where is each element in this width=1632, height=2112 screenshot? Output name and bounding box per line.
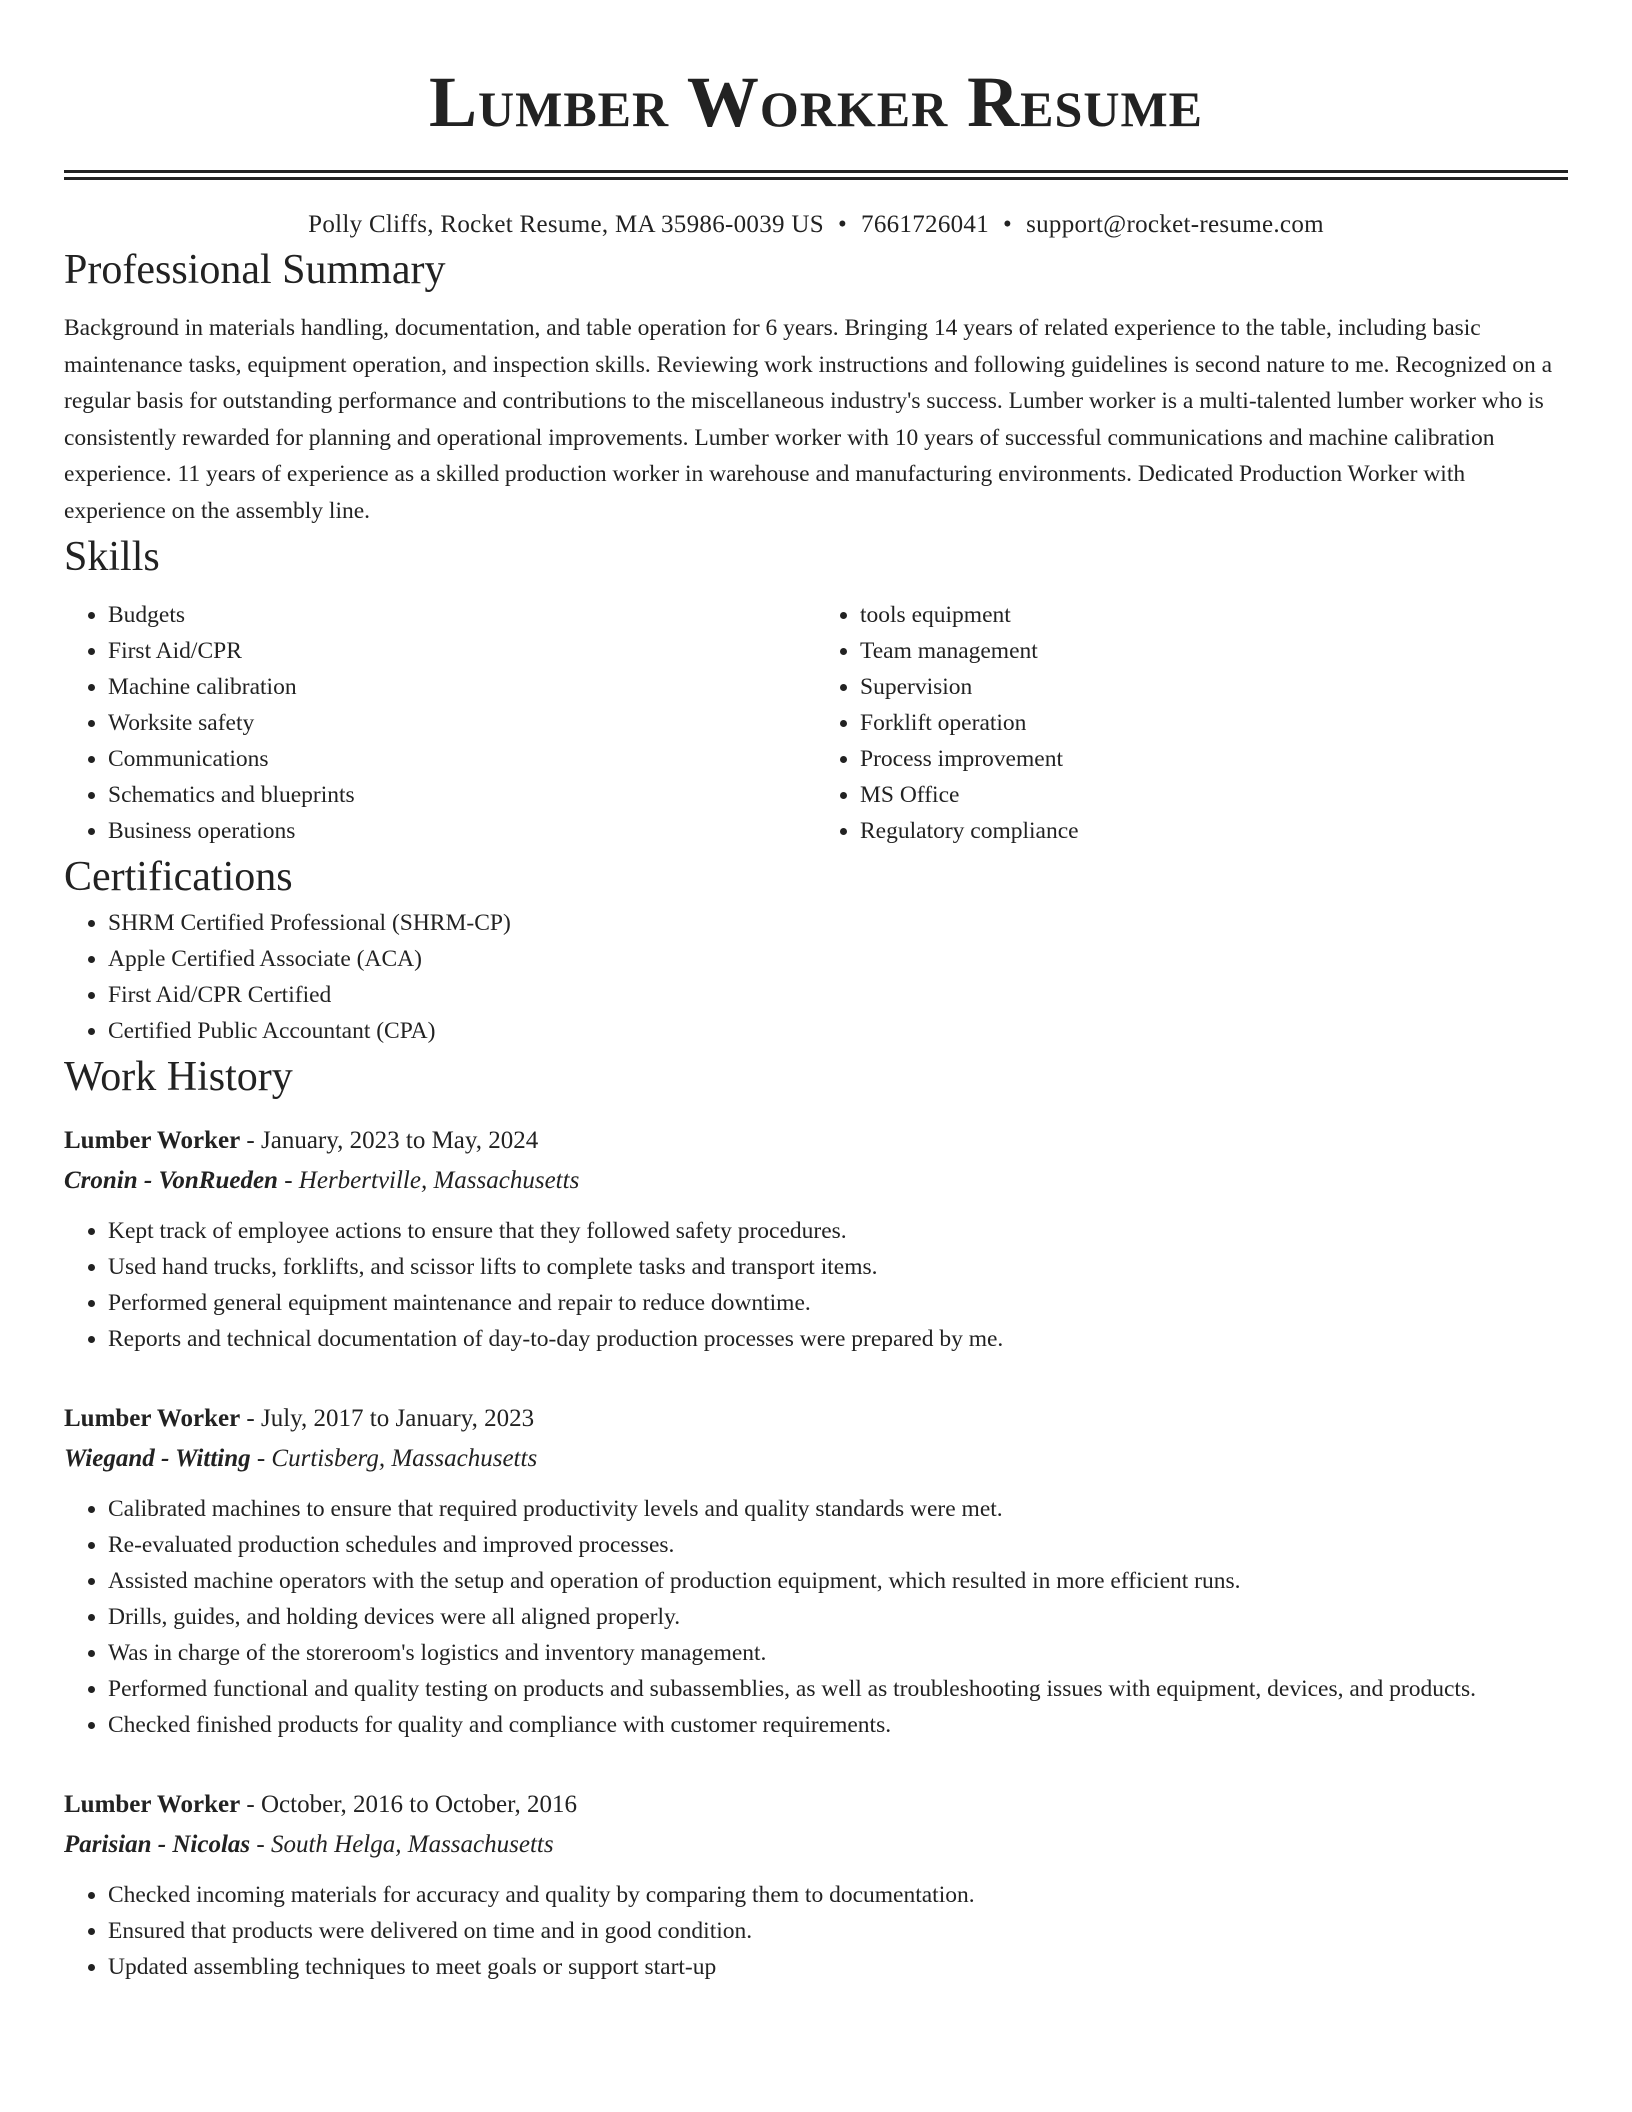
job-duty: • Checked incoming materials for accuracy and quality by comparing them to documentation. — [108, 1877, 1568, 1913]
certifications-list — [64, 905, 1568, 1049]
job-duty: • Ensured that products were delivered on time and in good condition. — [108, 1913, 1568, 1949]
contact-separator: • — [1003, 211, 1013, 238]
company-location: - Herbertville, Massachusetts — [277, 1167, 580, 1194]
skill-item: • tools equipment — [860, 597, 1568, 633]
job-title-line — [64, 1121, 1568, 1161]
company-line — [64, 1439, 1568, 1479]
job-duty: • Re-evaluated production schedules and improved processes. — [108, 1527, 1568, 1563]
job-title-line — [64, 1399, 1568, 1439]
section-heading-summary: Professional Summary — [64, 247, 446, 293]
job-dates: - January, 2023 to May, 2024 — [240, 1127, 539, 1154]
certification-item: • SHRM Certified Professional (SHRM-CP) — [108, 905, 1568, 941]
job-title: Lumber Worker — [64, 1405, 241, 1432]
job-duty: • Performed general equipment maintenance and repair to reduce downtime. — [108, 1285, 1568, 1321]
contact-email: support@rocket-resume.com — [1026, 211, 1324, 238]
skill-item: • Worksite safety — [108, 705, 816, 741]
job-entry — [64, 1785, 1568, 1985]
company-line — [64, 1825, 1568, 1865]
job-duty: • Was in charge of the storeroom's logistics and inventory management. — [108, 1635, 1568, 1671]
job-duty: • Checked finished products for quality and compliance with customer requirements. — [108, 1707, 1568, 1743]
job-duty: • Updated assembling techniques to meet goals or support start-up — [108, 1949, 1568, 1985]
certification-item: • Apple Certified Associate (ACA) — [108, 941, 1568, 977]
skill-item: • Forklift operation — [860, 705, 1568, 741]
company-name: Cronin - VonRueden — [64, 1167, 278, 1194]
resume-page — [64, 0, 1568, 1985]
skill-item: • Machine calibration — [108, 669, 816, 705]
contact-phone: 7661726041 — [861, 211, 990, 238]
skill-item: • Team management — [860, 633, 1568, 669]
certification-item: • First Aid/CPR Certified — [108, 977, 1568, 1013]
job-dates: - July, 2017 to January, 2023 — [240, 1405, 535, 1432]
job-duty: • Drills, guides, and holding devices were all aligned properly. — [108, 1599, 1568, 1635]
job-title: Lumber Worker — [64, 1127, 241, 1154]
skills-list-right — [816, 597, 1568, 849]
contact-address: Polly Cliffs, Rocket Resume, MA 35986-0039 US — [308, 211, 824, 238]
job-duty: • Performed functional and quality testing on products and subassemblies, as well as troubleshooting issues with equipment, devices, and products. — [108, 1671, 1568, 1707]
job-duty: • Assisted machine operators with the setup and operation of production equipment, which resulted in more efficient runs. — [108, 1563, 1568, 1599]
job-entry — [64, 1399, 1568, 1743]
job-entry — [64, 1121, 1568, 1357]
skill-item: • First Aid/CPR — [108, 633, 816, 669]
job-dates: - October, 2016 to October, 2016 — [240, 1791, 577, 1818]
company-name: Wiegand - Witting — [64, 1445, 251, 1472]
job-title: Lumber Worker — [64, 1791, 241, 1818]
job-duties-list — [64, 1491, 1568, 1743]
job-duty: • Reports and technical documentation of day-to-day production processes were prepared by me. — [108, 1321, 1568, 1357]
skill-item: • Schematics and blueprints — [108, 777, 816, 813]
summary-text: Background in materials handling, documentation, and table operation for 6 years. Bringing 14 years of related experience to the table, including basic maintenance tasks, equipment operation, and inspection skills. Reviewing work instructions and following guidelines is second nature to me. Recognized on a regular basis for outstanding performance and contributions to the miscellaneous industry's success. Lumber worker is a multi-talented lumber worker who is consistently rewarded for planning and operational improvements. Lumber worker with 10 years of successful communications and machine calibration experience. 11 years of experience as a skilled production worker in warehouse and manufacturing environments. Dedicated Production Worker with experience on the assembly line. — [64, 315, 1553, 524]
skill-item: • MS Office — [860, 777, 1568, 813]
resume-title: Lumber Worker Resume — [429, 62, 1203, 142]
company-name: Parisian - Nicolas — [64, 1831, 251, 1858]
job-duty: • Calibrated machines to ensure that required productivity levels and quality standards were met. — [108, 1491, 1568, 1527]
skill-item: • Budgets — [108, 597, 816, 633]
section-heading-skills: Skills — [64, 534, 160, 580]
job-duty: • Kept track of employee actions to ensure that they followed safety procedures. — [108, 1213, 1568, 1249]
skill-item: • Process improvement — [860, 741, 1568, 777]
skills-list-left — [64, 597, 816, 849]
certification-item: • Certified Public Accountant (CPA) — [108, 1013, 1568, 1049]
job-duties-list — [64, 1877, 1568, 1985]
skill-item: • Communications — [108, 741, 816, 777]
job-title-line — [64, 1785, 1568, 1825]
skills-columns — [64, 597, 1568, 849]
company-location: - South Helga, Massachusetts — [250, 1831, 554, 1858]
skill-item: • Business operations — [108, 813, 816, 849]
skill-item: • Regulatory compliance — [860, 813, 1568, 849]
section-heading-work-history: Work History — [64, 1054, 293, 1100]
company-location: - Curtisberg, Massachusetts — [250, 1445, 538, 1472]
contact-separator: • — [837, 211, 848, 238]
job-duty: • Used hand trucks, forklifts, and scissor lifts to complete tasks and transport items. — [108, 1249, 1568, 1285]
job-duties-list — [64, 1213, 1568, 1357]
section-heading-certifications: Certifications — [64, 854, 293, 900]
skill-item: • Supervision — [860, 669, 1568, 705]
title-double-rule — [64, 170, 1568, 180]
company-line — [64, 1161, 1568, 1201]
contact-line — [64, 208, 1568, 242]
